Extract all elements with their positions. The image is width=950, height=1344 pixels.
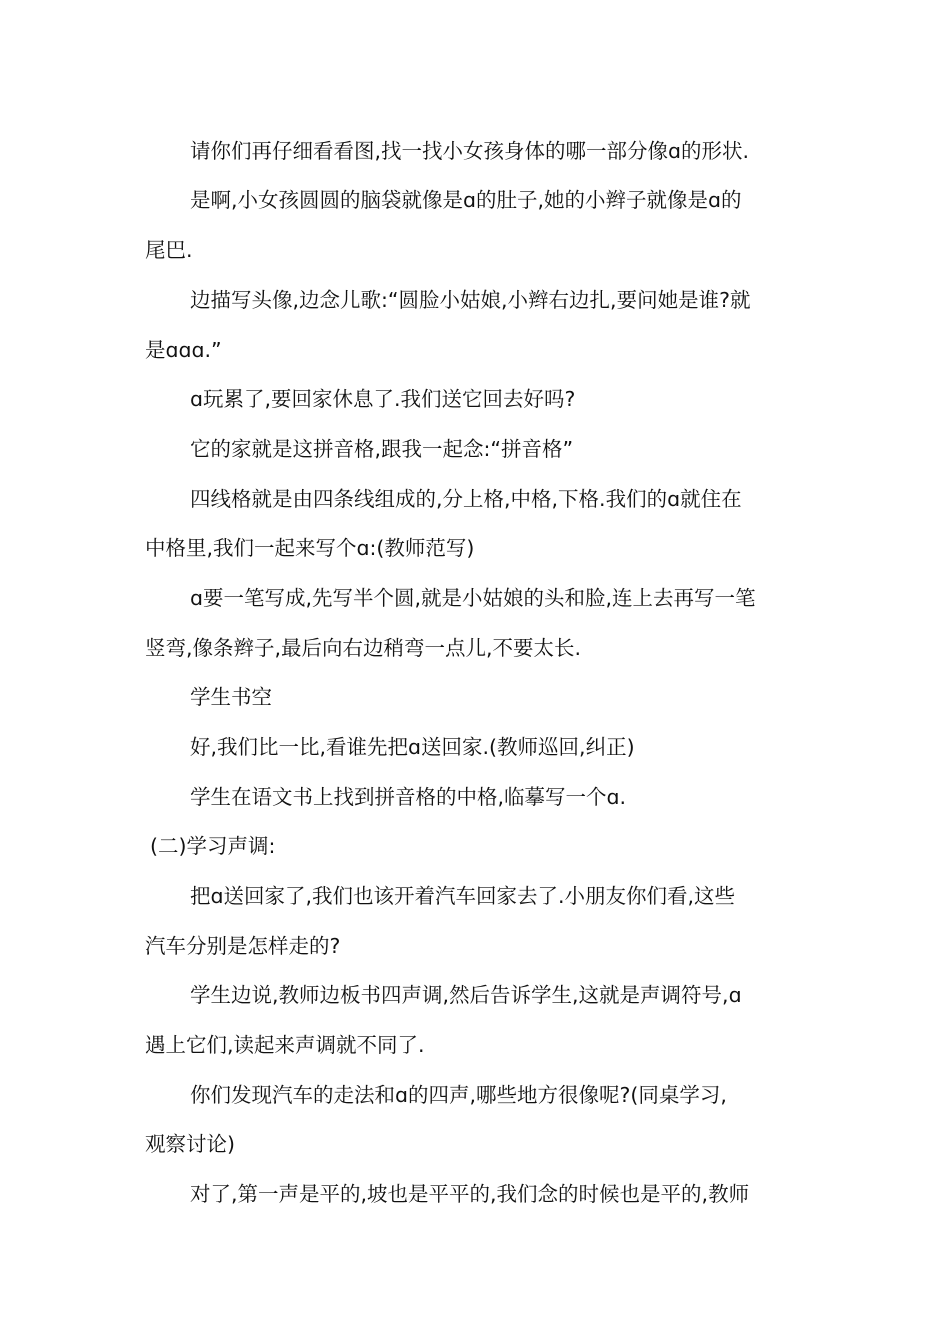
section-heading: (二)学习声调:: [150, 834, 276, 858]
text-line: 学生书空: [190, 685, 272, 709]
text-line: 汽车分别是怎样走的?: [145, 934, 341, 958]
text-line: 对了,第一声是平的,坡也是平平的,我们念的时候也是平的,教师: [190, 1182, 750, 1206]
text-line: 边描写头像,边念儿歌:“圆脸小姑娘,小辫右边扎,要问她是谁?就: [190, 288, 751, 312]
text-line: 竖弯,像条辫子,最后向右边稍弯一点儿,不要太长.: [145, 636, 582, 660]
text-line: 你们发现汽车的走法和ɑ的四声,哪些地方很像呢?(同桌学习,: [190, 1083, 727, 1107]
text-line: 好,我们比一比,看谁先把ɑ送回家.(教师巡回,纠正): [190, 735, 635, 759]
text-line: 它的家就是这拼音格,跟我一起念:“拼音格”: [190, 437, 574, 461]
text-line: 是啊,小女孩圆圆的脑袋就像是ɑ的肚子,她的小辫子就像是ɑ的: [190, 188, 742, 212]
text-line: 中格里,我们一起来写个ɑ:(教师范写): [145, 536, 475, 560]
text-line: 尾巴.: [145, 238, 193, 262]
text-line: 请你们再仔细看看图,找一找小女孩身体的哪一部分像ɑ的形状.: [190, 139, 750, 163]
text-line: 把ɑ送回家了,我们也该开着汽车回家去了.小朋友你们看,这些: [190, 884, 736, 908]
text-line: 遇上它们,读起来声调就不同了.: [145, 1033, 425, 1057]
text-line: 学生边说,教师边板书四声调,然后告诉学生,这就是声调符号,ɑ: [190, 983, 742, 1007]
text-line: 四线格就是由四条线组成的,分上格,中格,下格.我们的ɑ就住在: [190, 487, 742, 511]
text-line: ɑ玩累了,要回家休息了.我们送它回去好吗?: [190, 387, 576, 411]
text-line: 学生在语文书上找到拼音格的中格,临摹写一个ɑ.: [190, 785, 627, 809]
text-line: ɑ要一笔写成,先写半个圆,就是小姑娘的头和脸,连上去再写一笔: [190, 586, 756, 610]
text-line: 是ɑɑɑ.”: [145, 338, 222, 362]
text-line: 观察讨论): [145, 1132, 235, 1156]
